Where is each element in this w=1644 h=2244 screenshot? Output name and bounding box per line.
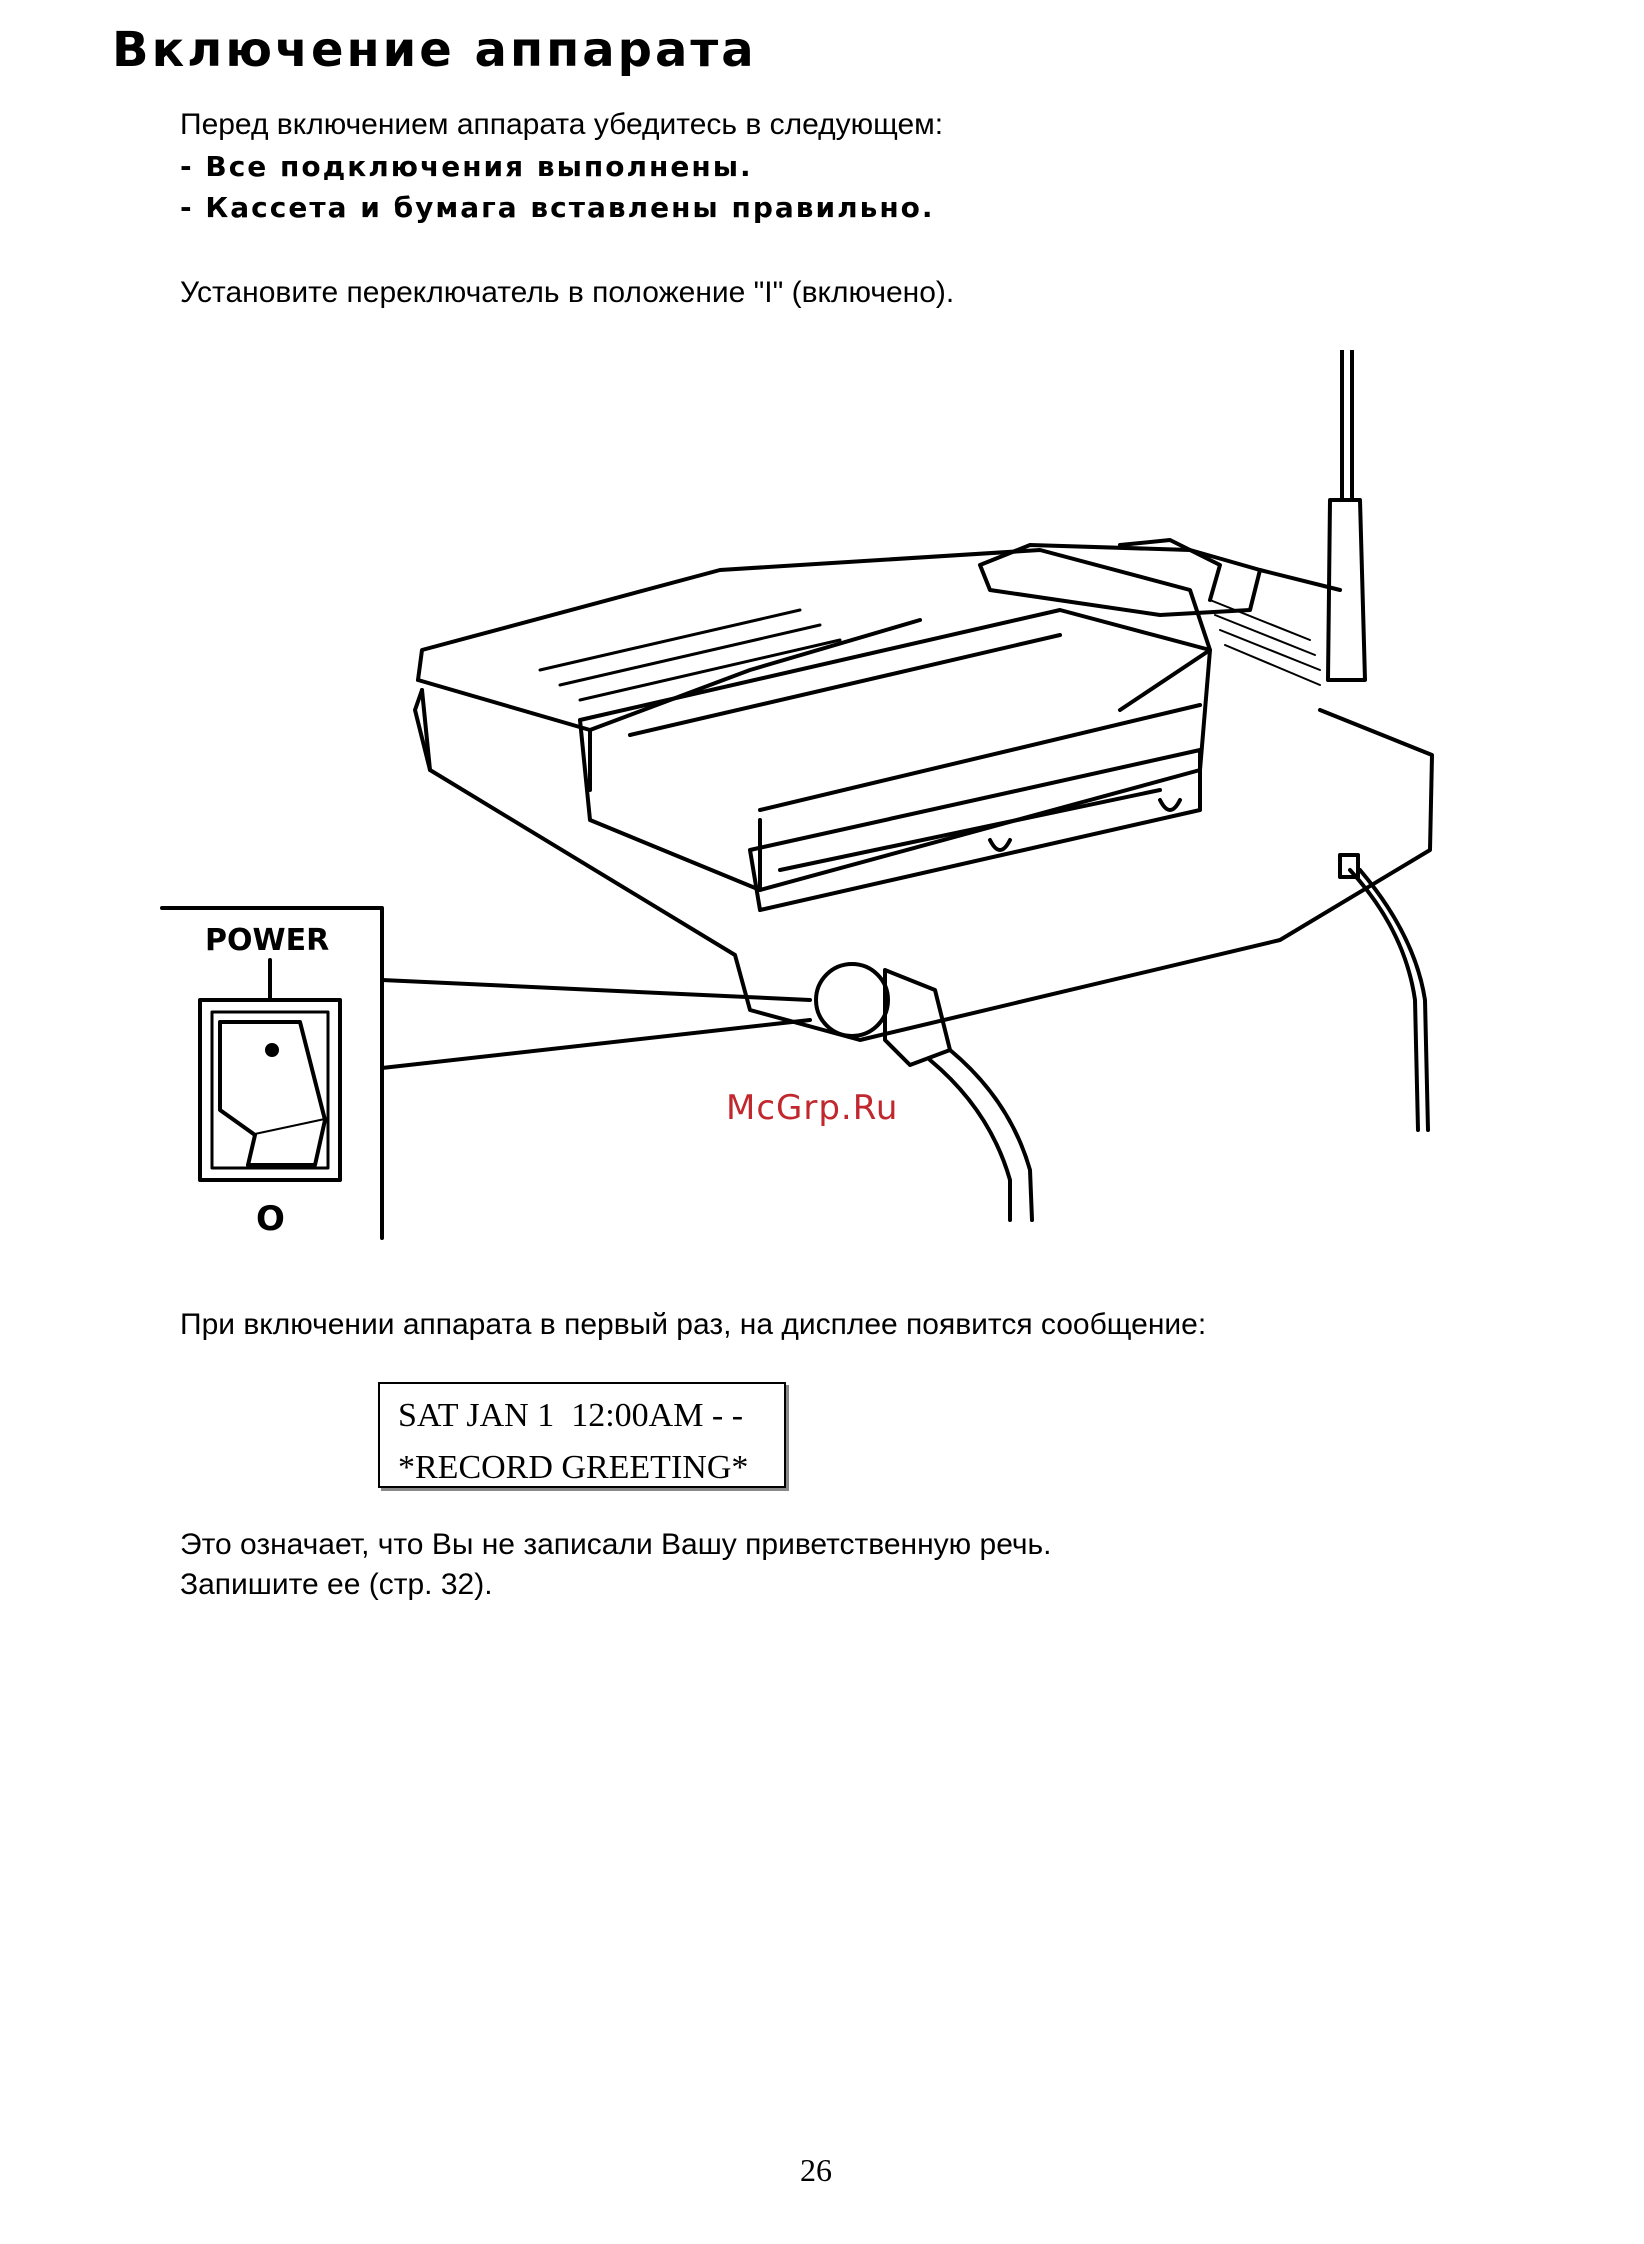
callout-pointer-bottom <box>382 1020 810 1068</box>
switch-instruction: Установите переключатель в положение "I" (включено). <box>180 276 955 309</box>
requirement-cassette-paper: - Кассета и бумага вставлены правильно. <box>180 191 935 224</box>
lcd-line-2: *RECORD GREETING* <box>398 1449 749 1486</box>
watermark: McGrp.Ru <box>726 1088 899 1128</box>
line-cord <box>1350 870 1428 1130</box>
antenna <box>1342 350 1352 500</box>
off-symbol: O <box>256 1199 285 1239</box>
note-line-1: Это означает, что Вы не записали Вашу приветственную речь. <box>180 1528 1052 1561</box>
page-title: Включение аппарата <box>112 22 757 78</box>
power-inlet-circle <box>816 964 888 1036</box>
intro-text: Перед включением аппарата убедитесь в следующем: <box>180 108 944 141</box>
page-number: 26 <box>800 2152 832 2188</box>
note-line-2: Запишите ее (стр. 32). <box>180 1568 493 1601</box>
power-rocker <box>220 1022 325 1135</box>
display-message-intro: При включении аппарата в первый раз, на дисплее появится сообщение: <box>180 1308 1207 1341</box>
handset <box>980 545 1260 615</box>
lcd-display <box>378 1382 786 1488</box>
power-label: POWER <box>205 923 330 958</box>
power-plug <box>885 970 950 1065</box>
requirement-connections: - Все подключения выполнены. <box>180 150 753 183</box>
paper-lid <box>580 610 1210 890</box>
power-cord <box>930 1050 1032 1220</box>
lcd-line-1: SAT JAN 1 12:00AM - - <box>398 1397 744 1434</box>
control-panel <box>418 550 1210 710</box>
